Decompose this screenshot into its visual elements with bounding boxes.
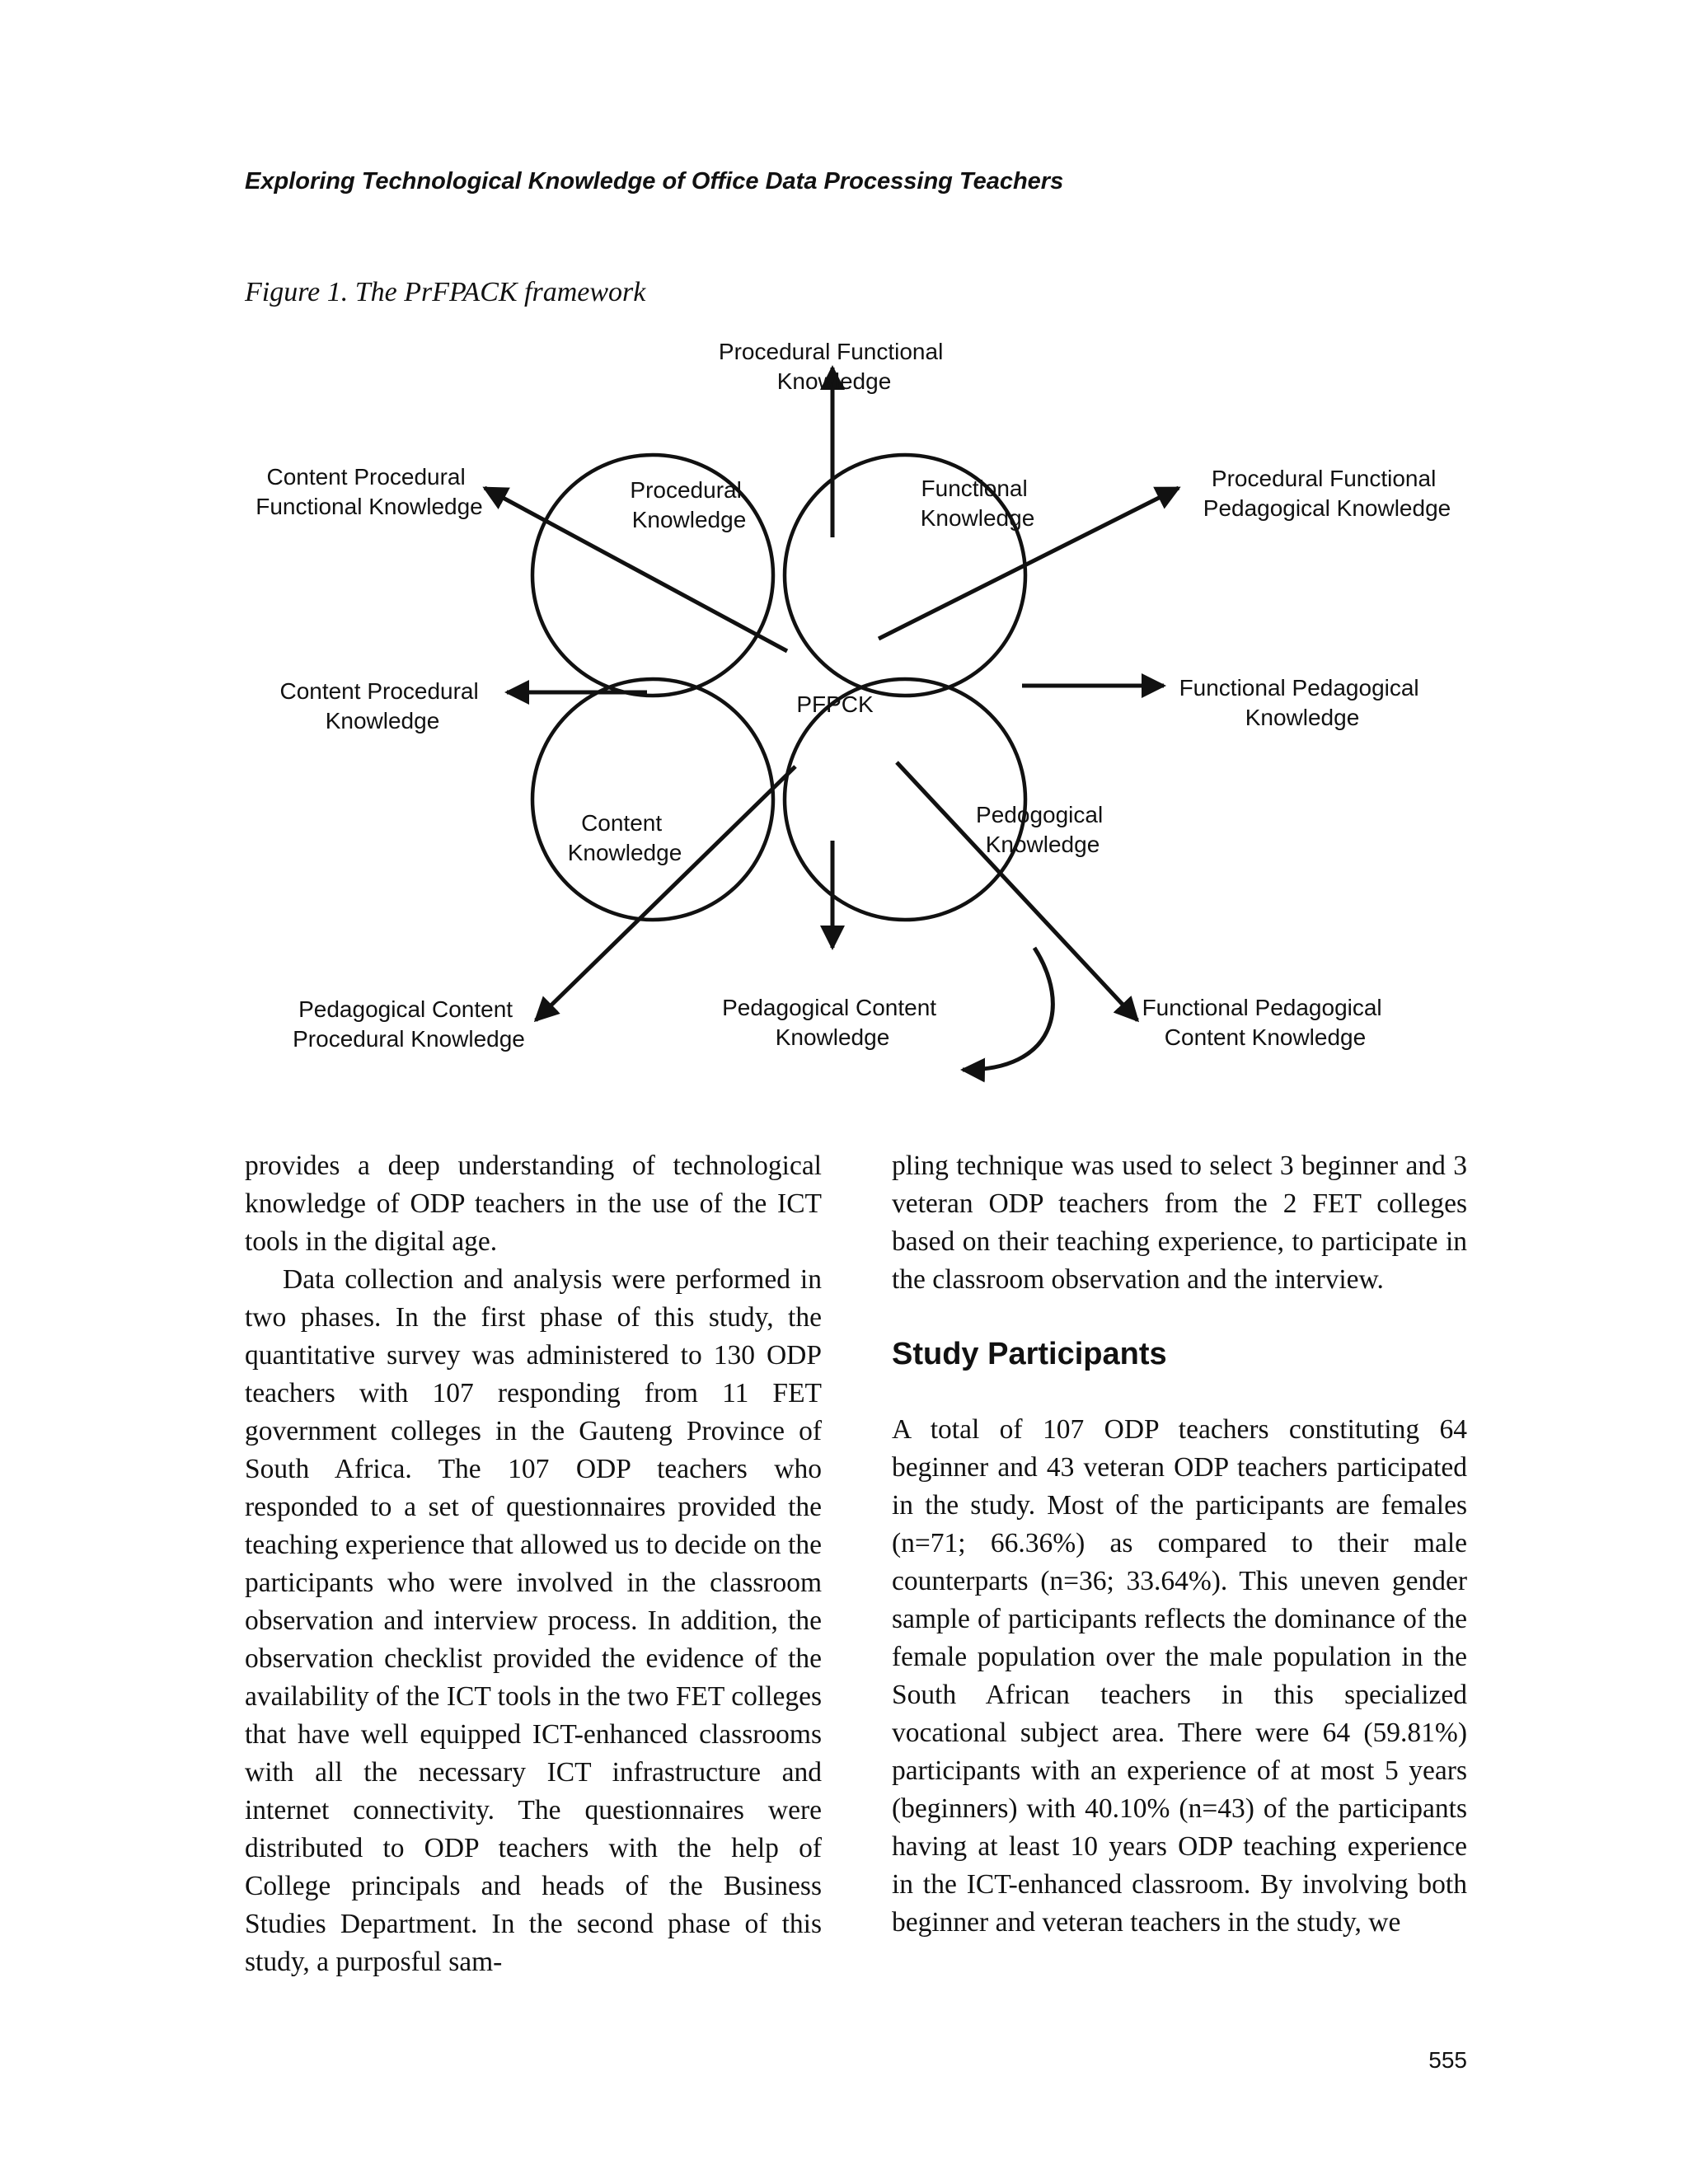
label-mid-left: Content Procedural Knowledge (279, 678, 479, 733)
functional-knowledge-label: Functional Knowledge (920, 476, 1035, 531)
label-bottom-left: Pedagogical Content Procedural Knowledge (293, 996, 525, 1052)
label-top-right: Procedural Functional Pedagogical Knowledge (1203, 466, 1451, 521)
right-paragraph-1: pling technique was used to select 3 beginner and 3 veteran ODP teachers from the 2 FET colleges based on their teaching experience, to participate in the classroom observation and the interview. (892, 1151, 1467, 1295)
pfpck-center-label: PFPCK (796, 691, 874, 717)
curved-arrow (963, 948, 1053, 1070)
right-paragraph-2: A total of 107 ODP teachers constituting 64 beginner and 43 veteran ODP teachers participated in the study. Most of the participants are females (n=71; 66.36%) as compared to their male counterparts (n=36; 33.64%). This uneven gender sample of participants reflects the dominance of the female population over the male population in the South African teachers in this specialized vocational subject area. There were 64 (59.81%) participants with an experience of at most 5 years (beginners) with 40.10% (n=43) of the participants having at least 10 years ODP teaching experience in the ICT-enhanced classroom. By involving both beginner and veteran teachers in the study, we (892, 1414, 1467, 1938)
left-paragraph-2: Data collection and analysis were performed in two phases. In the first phase of this study, the quantitative survey was administered to 130 ODP teachers with 107 responding from 11 FET government colleges in the Gauteng Province of South Africa. The 107 ODP teachers who responded to a set of questionnaires provided the teaching experience that allowed us to decide on the participants who were involved in the classroom observation and interview process. In addition, the observation checklist provided the evidence of the availability of the ICT tools in the two FET colleges that have well equipped ICT-enhanced classrooms with all the necessary ICT infrastructure and internet connectivity. The questionnaires were distributed to ODP teachers with the help of College principals and heads of the Business Studies Department. In the second phase of this study, a purposful sam- (245, 1264, 822, 1977)
left-paragraph-1: provides a deep understanding of technological knowledge of ODP teachers in the use of the ICT tools in the digital age. (245, 1151, 822, 1257)
page-number: 555 (1428, 2047, 1467, 2073)
left-column (245, 1147, 822, 1981)
content-knowledge-circle (532, 679, 773, 920)
right-column (892, 1147, 1467, 1942)
content-knowledge-label: Content Knowledge (567, 810, 682, 865)
label-bottom: Pedagogical Content Knowledge (722, 995, 937, 1050)
procedural-knowledge-label: Procedural Knowledge (630, 477, 747, 532)
running-head: Exploring Technological Knowledge of Office Data Processing Teachers (245, 168, 1064, 194)
section-heading: Study Participants (892, 1337, 1167, 1371)
label-top: Procedural Functional Knowledge (718, 339, 944, 394)
label-bottom-right: Functional Pedagogical Content Knowledge (1142, 995, 1382, 1050)
label-top-left: Content Procedural Functional Knowledge (256, 464, 483, 519)
pedagogical-knowledge-label: Pedogogical Knowledge (976, 802, 1104, 857)
figure-caption: Figure 1. The PrFPACK framework (245, 277, 646, 307)
arrow-down-right (897, 762, 1137, 1020)
label-mid-right: Functional Pedagogical Knowledge (1179, 675, 1419, 730)
